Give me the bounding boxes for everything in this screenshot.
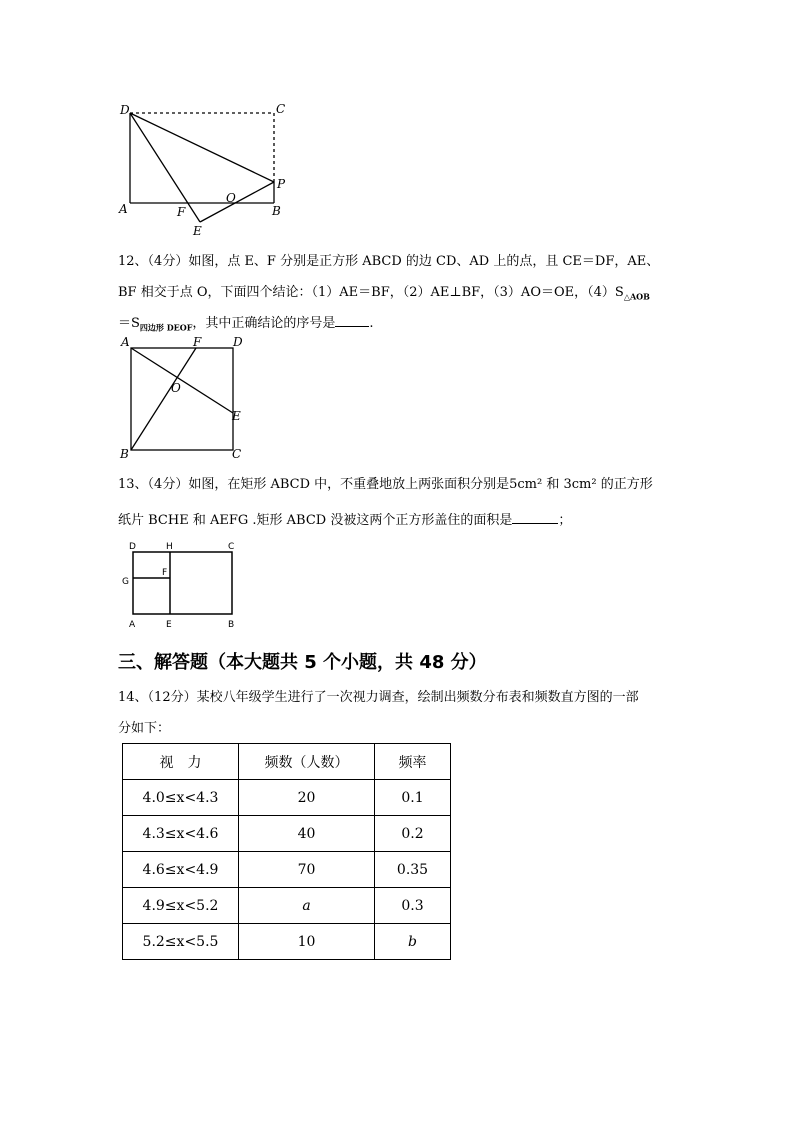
subscript: 四边形 DEOF [139,322,193,333]
figure-q11 [130,113,274,222]
label: A [129,620,136,630]
q14-line1: 14、（12分）某校八年级学生进行了一次视力调查，绘制出频数分布表和频数直方图的一部 [118,690,639,705]
cell: 70 [239,852,375,888]
subscript: △AOB [623,291,650,302]
header-cell: 视 力 [123,744,239,780]
q12-line1: 12、（4分）如图，点 E、F 分别是正方形 ABCD 的边 CD、AD 上的点，且 CE＝DF，AE、 [118,254,660,269]
label: C [276,102,286,116]
answer-blank[interactable] [512,523,558,524]
cell: 0.1 [375,780,451,816]
text: ，其中正确结论的序号是 [192,316,336,331]
text: 纸片 BCHE 和 AEFG .矩形 ABCD 没被这两个正方形盖住的面积是 [118,513,513,528]
label: D [233,335,243,349]
label: O [171,381,181,395]
text: . [369,316,374,331]
cell: 4.0≤x<4.3 [123,780,239,816]
header-cell: 频数（人数） [239,744,375,780]
label: E [232,409,241,423]
cell: 0.3 [375,888,451,924]
table-row [123,816,451,852]
table-header [123,744,451,780]
cell: 0.35 [375,852,451,888]
q13-line1: 13、（4分）如图，在矩形 ABCD 中，不重叠地放上两张面积分别是5cm² 和 3cm² 的正方形 [118,477,653,492]
label: D [120,103,130,117]
q12-line3 [118,312,374,334]
table-row [123,888,451,924]
label: A [119,202,128,216]
label: P [277,177,286,191]
label: C [228,542,235,552]
label: B [120,447,129,461]
text: ； [558,513,572,528]
cell: 10 [239,924,375,960]
label: E [193,224,202,238]
cell: 4.6≤x<4.9 [123,852,239,888]
label: G [122,577,129,587]
cell: 4.9≤x<5.2 [123,888,239,924]
figure-q12 [131,348,233,450]
cell: a [239,888,375,924]
table-row [123,924,451,960]
q13-line2 [118,509,571,528]
label: F [193,335,202,349]
label: F [177,205,186,219]
label: B [228,620,235,630]
label: A [121,335,130,349]
table-row [123,852,451,888]
header-cell: 频率 [375,744,451,780]
cell: 5.2≤x<5.5 [123,924,239,960]
label: O [226,191,236,205]
cell: 20 [239,780,375,816]
frequency-table [122,743,451,960]
label: E [166,620,172,630]
q12-line2 [118,281,650,302]
label: D [129,542,136,552]
cell: 0.2 [375,816,451,852]
label: F [162,568,168,578]
table-row [123,780,451,816]
answer-blank[interactable] [335,326,369,327]
text: ＝S [118,316,140,331]
figure-q13 [133,552,232,614]
label: H [166,542,173,552]
label: C [232,447,242,461]
section-heading: 三、解答题（本大题共 5 个小题，共 48 分） [118,652,487,673]
cell: 40 [239,816,375,852]
cell: b [375,924,451,960]
text: BF 相交于点 O，下面四个结论：（1）AE＝BF，（2）AE⊥BF，（3）AO＝OE，（4）S [118,285,624,300]
q14-line2: 分如下： [118,721,171,736]
cell: 4.3≤x<4.6 [123,816,239,852]
label: B [272,204,281,218]
